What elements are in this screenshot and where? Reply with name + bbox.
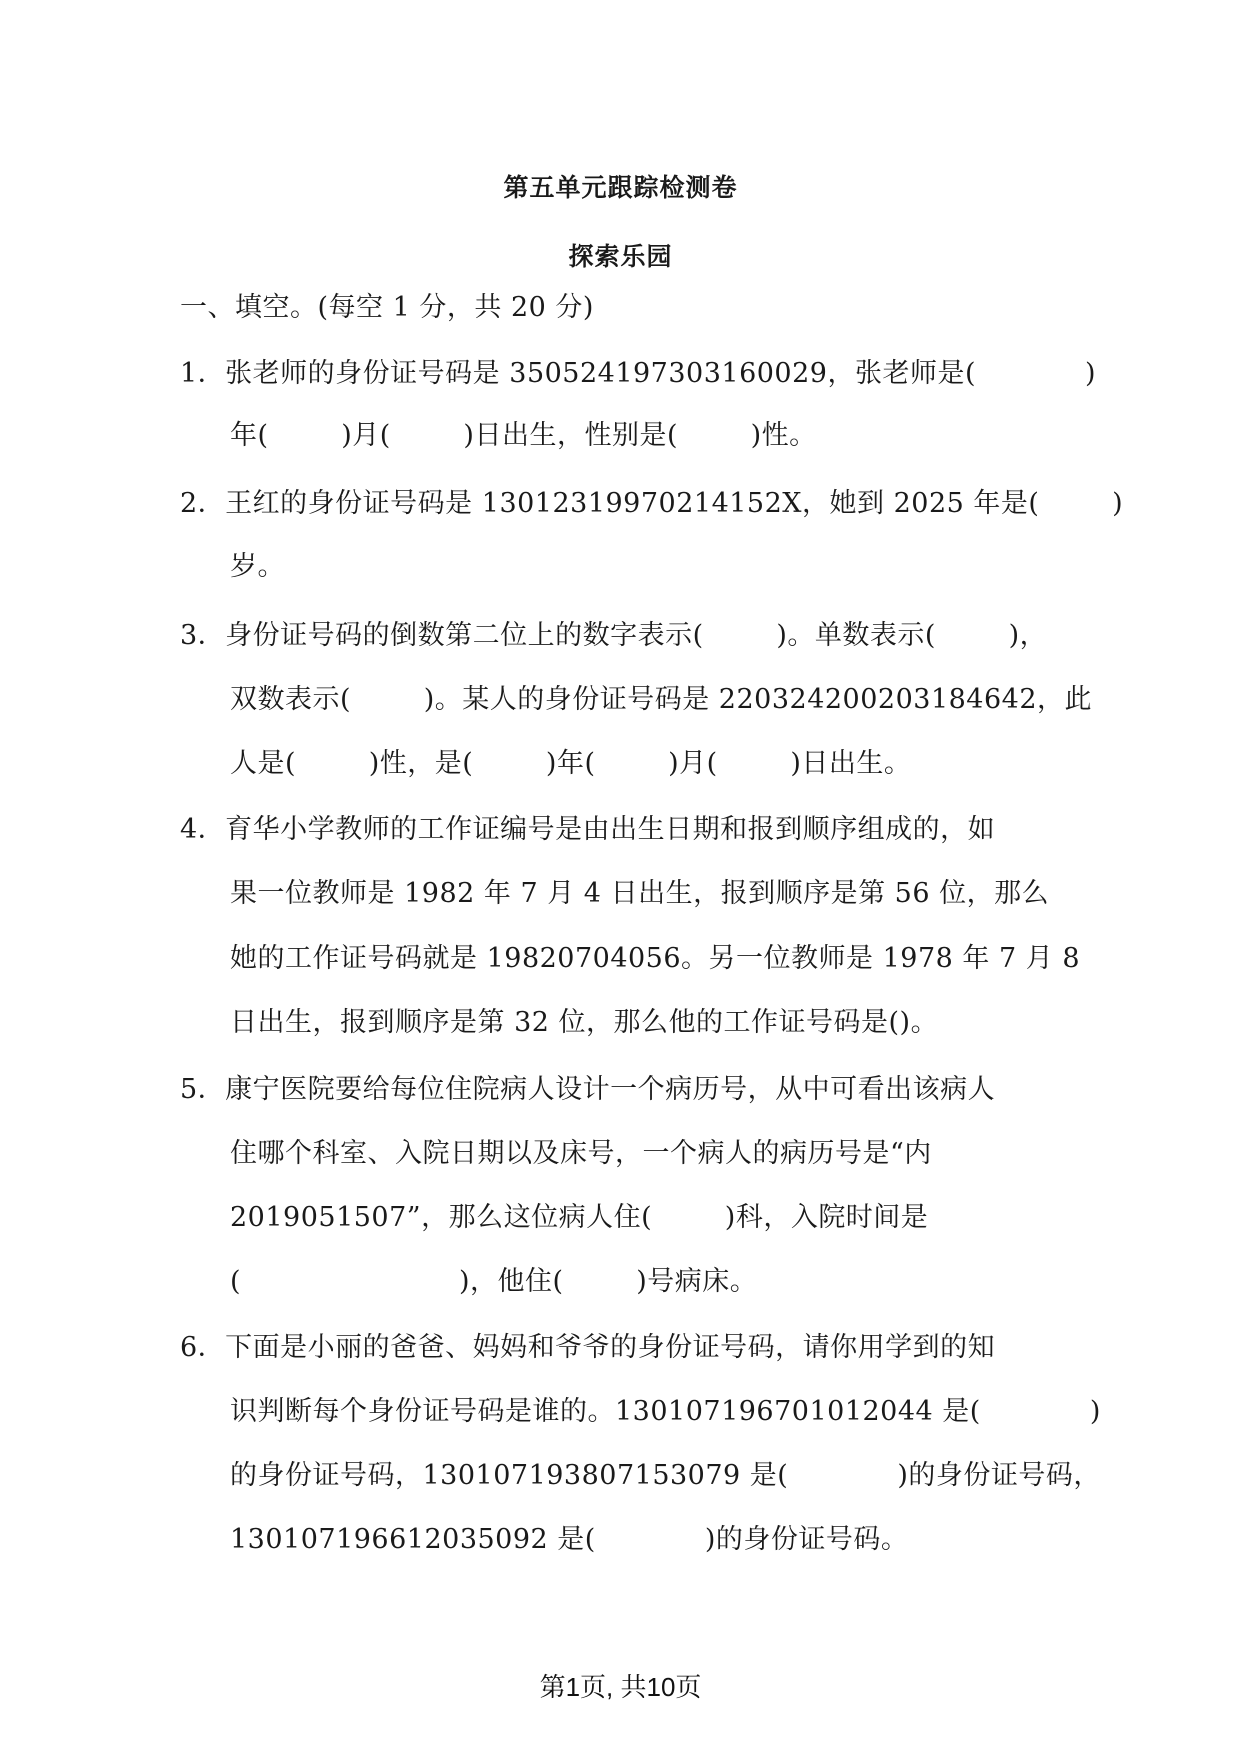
question-5-line-3: 2019051507”，那么这位病人住( )科，入院时间是 <box>230 1202 929 1233</box>
question-3-line-3: 人是( )性，是( )年( )月( )日出生。 <box>230 748 912 779</box>
question-1-line-1: 1．张老师的身份证号码是 350524197303160029，张老师是( ) <box>180 358 1097 389</box>
question-6-line-2: 识判断每个身份证号码是谁的。130107196701012044 是( ) <box>230 1396 1101 1427</box>
question-4-line-1: 4．育华小学教师的工作证编号是由出生日期和报到顺序组成的，如 <box>180 814 996 845</box>
question-2-line-2: 岁。 <box>230 551 285 582</box>
question-4-line-2: 果一位教师是 1982 年 7 月 4 日出生，报到顺序是第 56 位，那么 <box>230 878 1050 909</box>
question-1-line-2: 年( )月( )日出生，性别是( )性。 <box>230 420 817 451</box>
question-3-line-2: 双数表示( )。某人的身份证号码是 220324200203184642，此 <box>230 684 1093 715</box>
question-5-line-2: 住哪个科室、入院日期以及床号，一个病人的病历号是“内 <box>230 1138 932 1169</box>
question-5-line-1: 5．康宁医院要给每位住院病人设计一个病历号，从中可看出该病人 <box>180 1074 996 1105</box>
page-subtitle: 探索乐园 <box>568 242 673 271</box>
page-title: 第五单元跟踪检测卷 <box>503 173 738 202</box>
question-6-line-1: 6．下面是小丽的爸爸、妈妈和爷爷的身份证号码，请你用学到的知 <box>180 1332 996 1363</box>
question-2-line-1: 2．王红的身份证号码是 13012319970214152X，她到 2025 年是( ) <box>180 488 1124 519</box>
question-6-line-3: 的身份证号码，130107193807153079 是( )的身份证号码， <box>230 1460 1101 1491</box>
question-6-line-4: 130107196612035092 是( )的身份证号码。 <box>230 1524 909 1555</box>
question-4-line-3: 她的工作证号码就是 19820704056。另一位教师是 1978 年 7 月 8 <box>230 943 1081 974</box>
question-3-line-1: 3．身份证号码的倒数第二位上的数字表示( )。单数表示( )， <box>180 620 1048 651</box>
question-5-line-4: ( )，他住( )号病床。 <box>230 1266 758 1297</box>
section-heading: 一、填空。(每空 1 分，共 20 分) <box>180 292 594 323</box>
question-4-line-4: 日出生，报到顺序是第 32 位，那么他的工作证号码是()。 <box>230 1007 939 1038</box>
page-number-footer: 第1页, 共10页 <box>539 1672 702 1702</box>
